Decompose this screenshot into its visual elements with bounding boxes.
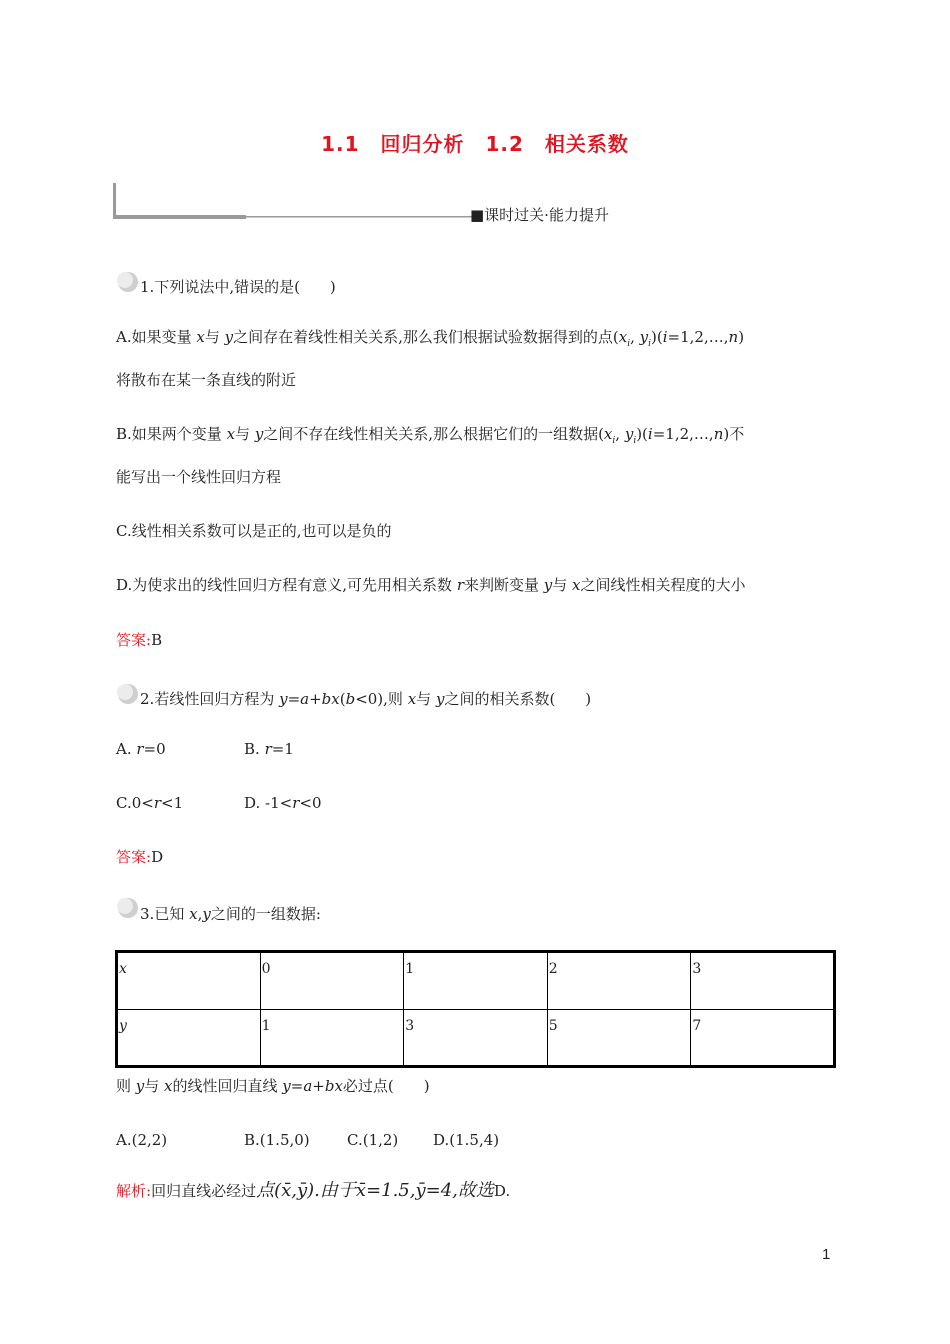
page-title: 1.1 回归分析 1.2 相关系数 (321, 132, 629, 156)
table-cell: 1 (260, 1009, 404, 1067)
question-bullet-icon (116, 271, 138, 293)
question-bullet-icon (116, 683, 138, 705)
table-cell: 5 (547, 1009, 691, 1067)
q1-answer: 答案:B (116, 631, 163, 649)
q1-option-d: D.为使求出的线性回归方程有意义,可先用相关系数 r来判断变量 y与 x之间线性相关程度的大小 (116, 576, 746, 594)
q2-option-b: B. r=1 (244, 740, 294, 758)
q3-option-b: B.(1.5,0) (244, 1131, 310, 1149)
table-cell: 1 (404, 952, 548, 1010)
q3-option-d: D.(1.5,4) (433, 1131, 500, 1149)
q1-option-a: A.如果变量 x与 y之间存在着线性相关关系,那么我们根据试验数据得到的点($x_i$, $y_i)(i=1,2,\dots,n)$ (116, 328, 745, 349)
q3-followup: 则 y与 x的线性回归直线 y=a+bx必过点( ) (116, 1077, 430, 1095)
q2-stem: 2.若线性回归方程为 y=a+bx(b<0),则 x与 y之间的相关系数( ) (140, 690, 592, 708)
q1-option-a-line2: 将散布在某一条直线的附近 (116, 371, 297, 389)
q3-stem: 3.已知 x,y之间的一组数据: (140, 905, 321, 923)
table-cell: 3 (691, 952, 835, 1010)
table-cell: 3 (404, 1009, 548, 1067)
q1-option-b: B.如果两个变量 x与 y之间不存在线性相关关系,那么根据它们的一组数据($x_i$, $y_i)(i=1,2,\dots,n)$不 (116, 425, 745, 446)
q1-stem: 1.下列说法中,错误的是( ) (140, 278, 336, 296)
q1-option-c: C.线性相关系数可以是正的,也可以是负的 (116, 522, 392, 540)
table-cell: y (117, 1009, 261, 1067)
section-label: ■课时过关·能力提升 (470, 206, 609, 224)
section-header-bar (113, 183, 473, 223)
analysis-math: 点(x̄,ȳ).由于x̄=1.5,ȳ=4,故选 (256, 1180, 494, 1201)
q2-option-d: D. -1<r<0 (244, 794, 322, 812)
q2-number: 2. (140, 690, 155, 708)
q1-option-b-line2: 能写出一个线性回归方程 (116, 468, 282, 486)
table-cell: 0 (260, 952, 404, 1010)
q3-analysis: 解析:回归直线必经过点(x̄,ȳ).由于x̄=1.5,ȳ=4,故选D. (116, 1180, 511, 1201)
analysis-label: 解析: (116, 1182, 152, 1200)
q3-option-c: C.(1,2) (347, 1131, 399, 1149)
table-cell: 2 (547, 952, 691, 1010)
q3-number: 3. (140, 905, 155, 923)
q3-option-a: A.(2,2) (116, 1131, 168, 1149)
q1-number: 1. (140, 278, 155, 296)
data-table (115, 950, 836, 1068)
table-cell: x (117, 952, 261, 1010)
question-bullet-icon (116, 897, 138, 919)
page-number: 1 (822, 1246, 831, 1263)
table-row (117, 1009, 835, 1067)
q2-option-a: A. r=0 (116, 740, 166, 758)
table-cell: 7 (691, 1009, 835, 1067)
q2-answer: 答案:D (116, 848, 164, 866)
table-row (117, 952, 835, 1010)
q2-option-c: C.0<r<1 (116, 794, 184, 812)
